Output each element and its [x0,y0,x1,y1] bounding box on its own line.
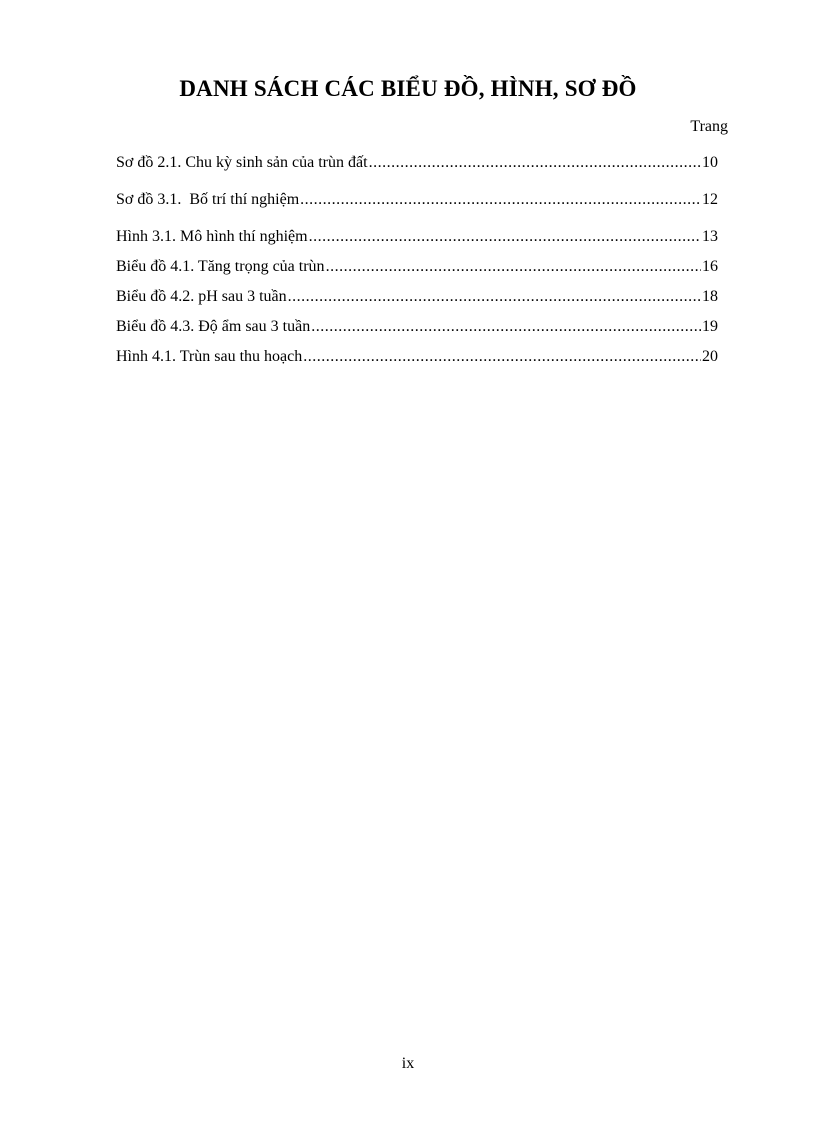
toc-entry-label: Biểu đồ 4.1. Tăng trọng của trùn [116,258,325,275]
toc-entry-page: 19 [702,318,718,335]
toc-entry-page: 10 [702,154,718,171]
toc-entry [116,256,718,278]
toc-leader-dots [303,346,701,368]
toc-leader-dots [311,316,701,338]
toc-entry-page: 12 [702,191,718,208]
toc-entry-page: 20 [702,348,718,365]
toc-leader-dots [309,226,701,248]
toc-entry-page: 16 [702,258,718,275]
toc-entry-label: Sơ đồ 3.1. Bố trí thí nghiệm [116,191,300,208]
toc-leader-dots [369,152,701,174]
toc-entry-label: Biểu đồ 4.2. pH sau 3 tuần [116,288,287,305]
toc-entry [116,226,718,248]
toc-leader-dots [300,189,701,211]
toc-entry [116,346,718,368]
toc-leader-dots [326,256,701,278]
toc-entry-page: 13 [702,228,718,245]
toc-entry-label: Hình 3.1. Mô hình thí nghiệm [116,228,308,245]
toc-entry-label: Sơ đồ 2.1. Chu kỳ sinh sản của trùn đất [116,154,368,171]
toc-leader-dots [288,286,701,308]
toc-entry-label: Hình 4.1. Trùn sau thu hoạch [116,348,303,365]
toc-list [116,152,718,368]
toc-entry [116,286,718,308]
toc-entry [116,316,718,338]
page-column-label: Trang [690,118,728,135]
page-number: ix [401,1055,415,1072]
toc-entry [116,152,718,174]
page-title: DANH SÁCH CÁC BIỂU ĐỒ, HÌNH, SƠ ĐỒ [179,76,637,101]
toc-entry [116,189,718,211]
toc-entry-page: 18 [702,288,718,305]
toc-entry-label: Biểu đồ 4.3. Độ ẩm sau 3 tuần [116,318,311,335]
